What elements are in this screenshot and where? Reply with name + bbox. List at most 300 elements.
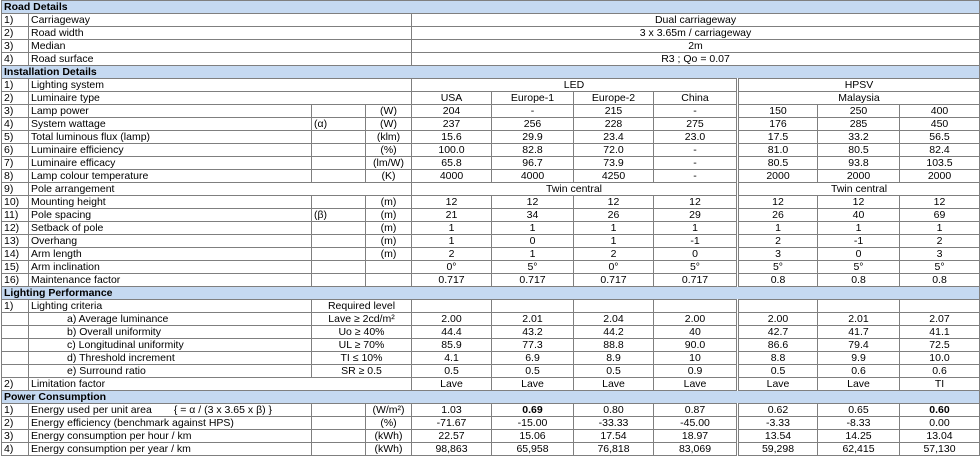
parameter-row (2, 144, 980, 157)
row-label: Luminaire efficiency (29, 144, 312, 157)
row-label-text: Energy used per unit area (31, 404, 152, 416)
row-symbol (312, 144, 366, 157)
row-unit: (klm) (366, 131, 412, 144)
value-cell: 15.6 (412, 131, 492, 144)
value-cell: 2000 (738, 170, 818, 183)
row-number: 13) (2, 235, 29, 248)
row-value: R3 ; Qo = 0.07 (412, 53, 980, 66)
value-cell: 15.06 (492, 430, 574, 443)
row-number: 14) (2, 248, 29, 261)
row-symbol (312, 170, 366, 183)
value-cell: 79.4 (818, 339, 900, 352)
value-cell: 0.5 (412, 365, 492, 378)
row-symbol (312, 430, 366, 443)
row-unit: (%) (366, 144, 412, 157)
row-label: Luminaire efficacy (29, 157, 312, 170)
value-cell: 204 (412, 105, 492, 118)
section-header (2, 287, 980, 300)
row-number (2, 313, 29, 326)
value-cell: 40 (654, 326, 738, 339)
row-label: Lighting system (29, 79, 412, 92)
parameter-row (2, 222, 980, 235)
value-cell: 12 (492, 196, 574, 209)
row-label: Pole spacing (29, 209, 312, 222)
required-level: SR ≥ 0.5 (312, 365, 412, 378)
value-cell: 41.7 (818, 326, 900, 339)
value-cell: 3 (738, 248, 818, 261)
luminaire-type-cell: China (654, 92, 738, 105)
value-cell: 82.8 (492, 144, 574, 157)
value-cell: 0.8 (738, 274, 818, 287)
row-label: Carriageway (29, 14, 412, 27)
row-number: 11) (2, 209, 29, 222)
row-label: Limitation factor (29, 378, 412, 391)
value-cell: 65.8 (412, 157, 492, 170)
value-cell: 29.9 (492, 131, 574, 144)
value-cell: 1 (412, 235, 492, 248)
value-cell: 12 (900, 196, 980, 209)
value-cell: 23.4 (574, 131, 654, 144)
row-number: 2) (2, 378, 29, 391)
row-unit: (%) (366, 417, 412, 430)
bold-value: 0.69 (522, 404, 543, 416)
row-unit: (W) (366, 118, 412, 131)
row-symbol (312, 196, 366, 209)
value-cell: Lave (818, 378, 900, 391)
value-cell: 10.0 (900, 352, 980, 365)
lighting-criteria-row (2, 300, 980, 313)
row-label: System wattage (29, 118, 312, 131)
value-cell: 0.80 (574, 404, 654, 417)
value-cell: 1 (818, 222, 900, 235)
led-group-header: LED (412, 79, 738, 92)
value-cell: 86.6 (738, 339, 818, 352)
value-cell: 2.00 (654, 313, 738, 326)
value-cell: -1 (818, 235, 900, 248)
value-cell: 22.57 (412, 430, 492, 443)
value-cell: 1 (574, 222, 654, 235)
value-cell: 69 (900, 209, 980, 222)
value-cell: 0.9 (654, 365, 738, 378)
value-cell: 0° (574, 261, 654, 274)
value-cell: 2 (900, 235, 980, 248)
value-cell: 8.9 (574, 352, 654, 365)
value-cell: 0.6 (818, 365, 900, 378)
value-cell: 0.65 (818, 404, 900, 417)
row-symbol (312, 417, 366, 430)
value-cell: 26 (738, 209, 818, 222)
row-unit: (m) (366, 222, 412, 235)
value-cell: 1 (738, 222, 818, 235)
value-cell: 81.0 (738, 144, 818, 157)
value-cell: 12 (738, 196, 818, 209)
value-cell: 72.0 (574, 144, 654, 157)
parameter-row (2, 261, 980, 274)
value-cell: 275 (654, 118, 738, 131)
row-number: 8) (2, 170, 29, 183)
row-number: 10) (2, 196, 29, 209)
value-cell: -45.00 (654, 417, 738, 430)
value-cell: 42.7 (738, 326, 818, 339)
empty-cell (900, 300, 980, 313)
value-cell: 0.8 (818, 274, 900, 287)
row-number: 2) (2, 417, 29, 430)
row-number: 1) (2, 79, 29, 92)
row-number (2, 352, 29, 365)
value-cell: 82.4 (900, 144, 980, 157)
row-label: Road surface (29, 53, 412, 66)
criteria-row (2, 313, 980, 326)
section-header (2, 391, 980, 404)
row-number: 3) (2, 430, 29, 443)
value-cell: Lave (492, 378, 574, 391)
value-cell: TI (900, 378, 980, 391)
power-row (2, 404, 980, 417)
row-label: e) Surround ratio (29, 365, 312, 378)
row-label (29, 404, 312, 417)
value-cell: 88.8 (574, 339, 654, 352)
row-number: 1) (2, 404, 29, 417)
luminaire-type-cell: USA (412, 92, 492, 105)
row-number: 3) (2, 105, 29, 118)
value-cell: 40 (818, 209, 900, 222)
row-symbol (312, 248, 366, 261)
value-cell: 98,863 (412, 443, 492, 456)
row-symbol (312, 274, 366, 287)
value-cell: 12 (412, 196, 492, 209)
value-cell: - (654, 105, 738, 118)
parameter-row (2, 235, 980, 248)
row-label: Luminaire type (29, 92, 412, 105)
value-cell: 0.87 (654, 404, 738, 417)
lighting-system-row (2, 79, 980, 92)
value-cell: 4.1 (412, 352, 492, 365)
required-level: UL ≥ 70% (312, 339, 412, 352)
parameter-row (2, 131, 980, 144)
row-label (29, 430, 312, 443)
section-title: Lighting Performance (2, 287, 980, 300)
row-number: 12) (2, 222, 29, 235)
value-cell: -8.33 (818, 417, 900, 430)
row-label: Lamp power (29, 105, 312, 118)
value-cell: 57,130 (900, 443, 980, 456)
value-cell: 1 (492, 248, 574, 261)
criteria-row (2, 339, 980, 352)
value-cell: Lave (654, 378, 738, 391)
bold-value: 0.60 (929, 404, 950, 416)
value-cell: 1 (492, 222, 574, 235)
value-cell: 100.0 (412, 144, 492, 157)
value-cell: 44.2 (574, 326, 654, 339)
value-cell: 2 (574, 248, 654, 261)
value-cell: 5° (818, 261, 900, 274)
row-unit: (m) (366, 235, 412, 248)
formula: { = α / (3 x 3.65 x β) } (173, 404, 273, 416)
hpsv-arrangement: Twin central (738, 183, 980, 196)
value-cell: 237 (412, 118, 492, 131)
limitation-factor-row (2, 378, 980, 391)
value-cell: - (654, 157, 738, 170)
row-label: d) Threshold increment (29, 352, 312, 365)
row-label: Maintenance factor (29, 274, 312, 287)
value-cell: 5° (738, 261, 818, 274)
row-number: 2) (2, 92, 29, 105)
value-cell: 13.54 (738, 430, 818, 443)
value-cell: -71.67 (412, 417, 492, 430)
value-cell: 12 (654, 196, 738, 209)
value-cell: 1 (412, 222, 492, 235)
value-cell: 44.4 (412, 326, 492, 339)
value-cell: 65,958 (492, 443, 574, 456)
value-cell: 2000 (900, 170, 980, 183)
value-cell: 85.9 (412, 339, 492, 352)
row-symbol: (β) (312, 209, 366, 222)
value-cell: 450 (900, 118, 980, 131)
value-cell: 77.3 (492, 339, 574, 352)
value-cell: 43.2 (492, 326, 574, 339)
empty-cell (818, 300, 900, 313)
row-unit: (K) (366, 170, 412, 183)
value-cell: 41.1 (900, 326, 980, 339)
row-symbol (312, 105, 366, 118)
value-cell: 93.8 (818, 157, 900, 170)
value-cell: 13.04 (900, 430, 980, 443)
section-title: Power Consumption (2, 391, 980, 404)
value-cell: 8.8 (738, 352, 818, 365)
value-cell: 150 (738, 105, 818, 118)
row-number: 1) (2, 14, 29, 27)
value-cell: 1 (900, 222, 980, 235)
value-cell: 2.01 (818, 313, 900, 326)
value-cell: 285 (818, 118, 900, 131)
value-cell: 3 (900, 248, 980, 261)
value-cell: - (492, 105, 574, 118)
road-detail-row (2, 27, 980, 40)
row-number: 6) (2, 144, 29, 157)
road-detail-row (2, 53, 980, 66)
luminaire-type-cell: Europe-1 (492, 92, 574, 105)
row-number: 1) (2, 300, 29, 313)
row-symbol (312, 261, 366, 274)
row-label: Median (29, 40, 412, 53)
criteria-row (2, 365, 980, 378)
value-cell: 2 (412, 248, 492, 261)
value-cell: 9.9 (818, 352, 900, 365)
road-detail-row (2, 40, 980, 53)
value-cell: 0.717 (412, 274, 492, 287)
row-symbol (312, 443, 366, 456)
row-label: Road width (29, 27, 412, 40)
row-label: Lighting criteria (29, 300, 312, 313)
required-level-header: Required level (312, 300, 412, 313)
value-cell: - (654, 144, 738, 157)
value-cell: 59,298 (738, 443, 818, 456)
value-cell: 103.5 (900, 157, 980, 170)
row-number: 16) (2, 274, 29, 287)
value-cell: 76,818 (574, 443, 654, 456)
luminaire-type-row (2, 92, 980, 105)
parameter-row (2, 209, 980, 222)
required-level: Lave ≥ 2cd/m² (312, 313, 412, 326)
value-cell: Lave (574, 378, 654, 391)
empty-cell (654, 300, 738, 313)
value-cell: -1 (654, 235, 738, 248)
value-cell: 176 (738, 118, 818, 131)
value-cell: 2.04 (574, 313, 654, 326)
value-cell: 0.5 (574, 365, 654, 378)
value-cell: 73.9 (574, 157, 654, 170)
section-header (2, 66, 980, 79)
value-cell: -3.33 (738, 417, 818, 430)
value-cell: 215 (574, 105, 654, 118)
value-cell: 5° (492, 261, 574, 274)
criteria-row (2, 352, 980, 365)
row-number: 4) (2, 53, 29, 66)
row-symbol (312, 157, 366, 170)
row-number: 2) (2, 27, 29, 40)
value-cell: 0.717 (492, 274, 574, 287)
pole-arrangement-row (2, 183, 980, 196)
value-cell: 0 (492, 235, 574, 248)
row-number: 3) (2, 40, 29, 53)
row-symbol: (α) (312, 118, 366, 131)
value-cell: 26 (574, 209, 654, 222)
empty-cell (738, 300, 818, 313)
row-number: 9) (2, 183, 29, 196)
value-cell: 400 (900, 105, 980, 118)
value-cell: 0.717 (654, 274, 738, 287)
section-title: Road Details (2, 1, 980, 14)
row-unit: (m) (366, 248, 412, 261)
power-row (2, 430, 980, 443)
row-unit: (kWh) (366, 430, 412, 443)
value-cell: 56.5 (900, 131, 980, 144)
led-arrangement: Twin central (412, 183, 738, 196)
row-unit: (W/m²) (366, 404, 412, 417)
value-cell: 1.03 (412, 404, 492, 417)
value-cell: 0.62 (738, 404, 818, 417)
row-label: Lamp colour temperature (29, 170, 312, 183)
row-unit: (W) (366, 105, 412, 118)
value-cell: 0.5 (492, 365, 574, 378)
value-cell: 4000 (492, 170, 574, 183)
parameter-row (2, 196, 980, 209)
row-number: 7) (2, 157, 29, 170)
row-label: Mounting height (29, 196, 312, 209)
value-cell: 21 (412, 209, 492, 222)
criteria-row (2, 326, 980, 339)
row-value: 3 x 3.65m / carriageway (412, 27, 980, 40)
value-cell: 5° (900, 261, 980, 274)
parameter-row (2, 248, 980, 261)
row-number: 4) (2, 443, 29, 456)
value-cell: 0 (654, 248, 738, 261)
value-cell: 2.07 (900, 313, 980, 326)
power-row (2, 417, 980, 430)
value-cell: 1 (654, 222, 738, 235)
row-label: c) Longitudinal uniformity (29, 339, 312, 352)
value-cell: 5° (654, 261, 738, 274)
value-cell: 12 (818, 196, 900, 209)
section-header (2, 1, 980, 14)
value-cell: 83,069 (654, 443, 738, 456)
value-cell: 33.2 (818, 131, 900, 144)
value-cell: 2.01 (492, 313, 574, 326)
value-cell: 0.5 (738, 365, 818, 378)
value-cell: Lave (412, 378, 492, 391)
value-cell: 0.8 (900, 274, 980, 287)
value-cell: 18.97 (654, 430, 738, 443)
value-cell: 250 (818, 105, 900, 118)
row-label: Arm length (29, 248, 312, 261)
row-number: 5) (2, 131, 29, 144)
value-cell: 0.717 (574, 274, 654, 287)
row-label: Pole arrangement (29, 183, 412, 196)
parameter-row (2, 118, 980, 131)
row-number (2, 339, 29, 352)
value-cell: 0.6 (900, 365, 980, 378)
hpsv-group-header: HPSV (738, 79, 980, 92)
value-cell: -33.33 (574, 417, 654, 430)
row-symbol (312, 131, 366, 144)
value-cell: -15.00 (492, 417, 574, 430)
parameter-row (2, 157, 980, 170)
value-cell: 72.5 (900, 339, 980, 352)
row-number (2, 365, 29, 378)
row-label-text: Energy consumption per year / km (31, 443, 191, 455)
row-label (29, 417, 312, 430)
value-cell: 80.5 (818, 144, 900, 157)
value-cell: 96.7 (492, 157, 574, 170)
value-cell: 29 (654, 209, 738, 222)
row-unit (366, 274, 412, 287)
row-number: 4) (2, 118, 29, 131)
value-cell: 6.9 (492, 352, 574, 365)
luminaire-type-cell: Malaysia (738, 92, 980, 105)
row-symbol (312, 222, 366, 235)
value-cell: 80.5 (738, 157, 818, 170)
row-label-text: Energy efficiency (benchmark against HPS) (31, 417, 234, 429)
value-cell: 4250 (574, 170, 654, 183)
required-level: TI ≤ 10% (312, 352, 412, 365)
row-number: 15) (2, 261, 29, 274)
section-title: Installation Details (2, 66, 980, 79)
row-label (29, 443, 312, 456)
empty-cell (412, 300, 492, 313)
row-label: a) Average luminance (29, 313, 312, 326)
parameter-row (2, 170, 980, 183)
row-unit: (kWh) (366, 443, 412, 456)
luminaire-type-cell: Europe-2 (574, 92, 654, 105)
row-value: 2m (412, 40, 980, 53)
empty-cell (574, 300, 654, 313)
value-cell (492, 404, 574, 417)
value-cell: 0.00 (900, 417, 980, 430)
value-cell: 2.00 (738, 313, 818, 326)
value-cell: 228 (574, 118, 654, 131)
row-unit: (m) (366, 196, 412, 209)
value-cell: 90.0 (654, 339, 738, 352)
row-label: Setback of pole (29, 222, 312, 235)
value-cell: 256 (492, 118, 574, 131)
parameter-row (2, 105, 980, 118)
required-level: Uo ≥ 40% (312, 326, 412, 339)
parameter-row (2, 274, 980, 287)
row-unit (366, 261, 412, 274)
value-cell: 17.5 (738, 131, 818, 144)
row-unit: (lm/W) (366, 157, 412, 170)
value-cell: - (654, 170, 738, 183)
